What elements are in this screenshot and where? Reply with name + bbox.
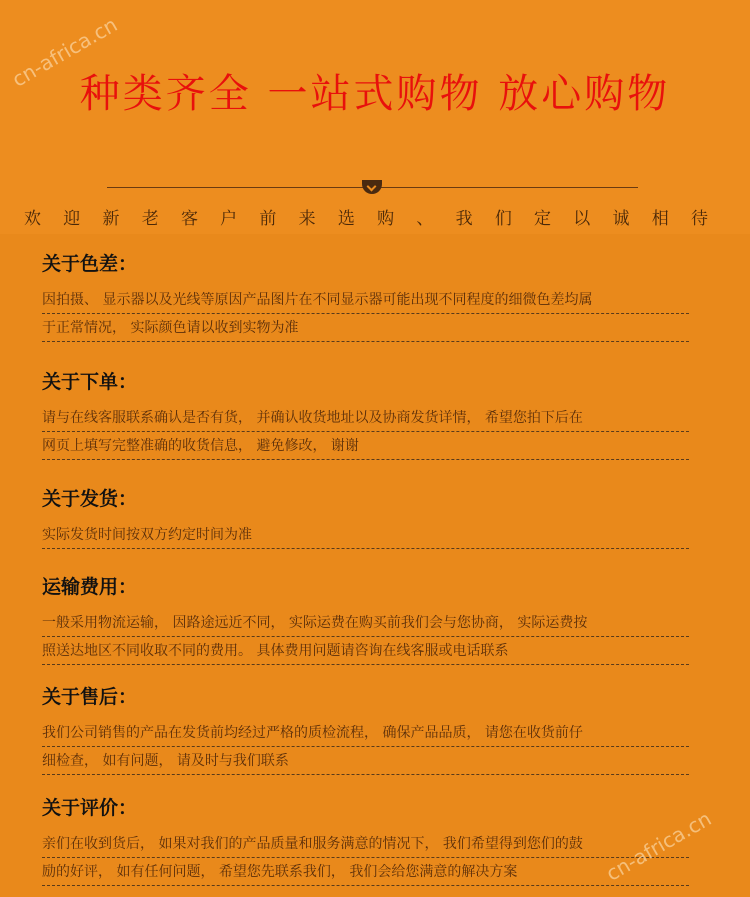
section-line: 励的好评， 如有任何问题， 希望您先联系我们， 我们会给您满意的解决方案: [42, 858, 689, 886]
welcome-char: 新: [102, 209, 120, 229]
section-title: 关于发货：: [42, 488, 138, 510]
section-line: 照送达地区不同收取不同的费用。 具体费用问题请咨询在线客服或电话联系: [42, 637, 689, 665]
headline: 种类齐全 一站式购物 放心购物: [79, 71, 671, 117]
welcome-char: 诚: [612, 209, 630, 229]
section-after-sales: [42, 685, 689, 775]
section-body: [42, 521, 689, 549]
welcome-char: 户: [220, 209, 238, 229]
section-body: [42, 719, 689, 775]
section-reviews: [42, 796, 689, 886]
section-body: [42, 286, 689, 342]
welcome-char: 选: [337, 209, 355, 229]
section-line: 因拍摄、 显示器以及光线等原因产品图片在不同显示器可能出现不同程度的细微色差均属: [42, 286, 689, 314]
section-line: 请与在线客服联系确认是否有货， 并确认收货地址以及协商发货详情， 希望您拍下后在: [42, 404, 689, 432]
welcome-char: 以: [573, 209, 591, 229]
header-banner: [0, 0, 750, 234]
section-title: 关于售后：: [42, 686, 138, 708]
section-line: 我们公司销售的产品在发货前均经过严格的质检流程， 确保产品品质， 请您在收货前仔: [42, 719, 689, 747]
chevron-down-icon: [362, 180, 382, 194]
section-title: 关于评价：: [42, 797, 138, 819]
section-line: 于正常情况， 实际颜色请以收到实物为准: [42, 314, 689, 342]
watermark-top: cn-africa.cn: [7, 12, 122, 92]
section-shipping: [42, 487, 689, 549]
watermark-bottom: cn-africa.cn: [601, 806, 716, 886]
welcome-char: 待: [690, 209, 708, 229]
section-title: 关于色差：: [42, 253, 138, 275]
welcome-char: 、: [416, 209, 434, 229]
section-title: 运输费用：: [42, 576, 138, 598]
welcome-char: 购: [377, 209, 395, 229]
welcome-char: 客: [180, 209, 198, 229]
section-color-difference: [42, 252, 689, 342]
section-freight: [42, 575, 689, 665]
welcome-char: 们: [494, 209, 512, 229]
section-body: [42, 404, 689, 460]
notice-content: [0, 234, 750, 897]
section-body: [42, 830, 689, 886]
welcome-char: 来: [298, 209, 316, 229]
welcome-char: 前: [259, 209, 277, 229]
section-line: 亲们在收到货后， 如果对我们的产品质量和服务满意的情况下， 我们希望得到您们的鼓: [42, 830, 689, 858]
section-line: 实际发货时间按双方约定时间为准: [42, 521, 689, 549]
section-ordering: [42, 370, 689, 460]
welcome-slogan: [0, 204, 750, 229]
section-line: 网页上填写完整准确的收货信息， 避免修改， 谢谢: [42, 432, 689, 460]
welcome-char: 老: [141, 209, 159, 229]
welcome-char: 欢: [24, 209, 41, 229]
section-line: 细检查， 如有问题， 请及时与我们联系: [42, 747, 689, 775]
section-title: 关于下单：: [42, 371, 138, 393]
welcome-char: 相: [651, 209, 669, 229]
section-line: 一般采用物流运输， 因路途远近不同， 实际运费在购买前我们会与您协商， 实际运费按: [42, 609, 689, 637]
welcome-char: 定: [534, 209, 552, 229]
welcome-char: 迎: [63, 209, 81, 229]
section-body: [42, 609, 689, 665]
welcome-char: 我: [455, 209, 473, 229]
